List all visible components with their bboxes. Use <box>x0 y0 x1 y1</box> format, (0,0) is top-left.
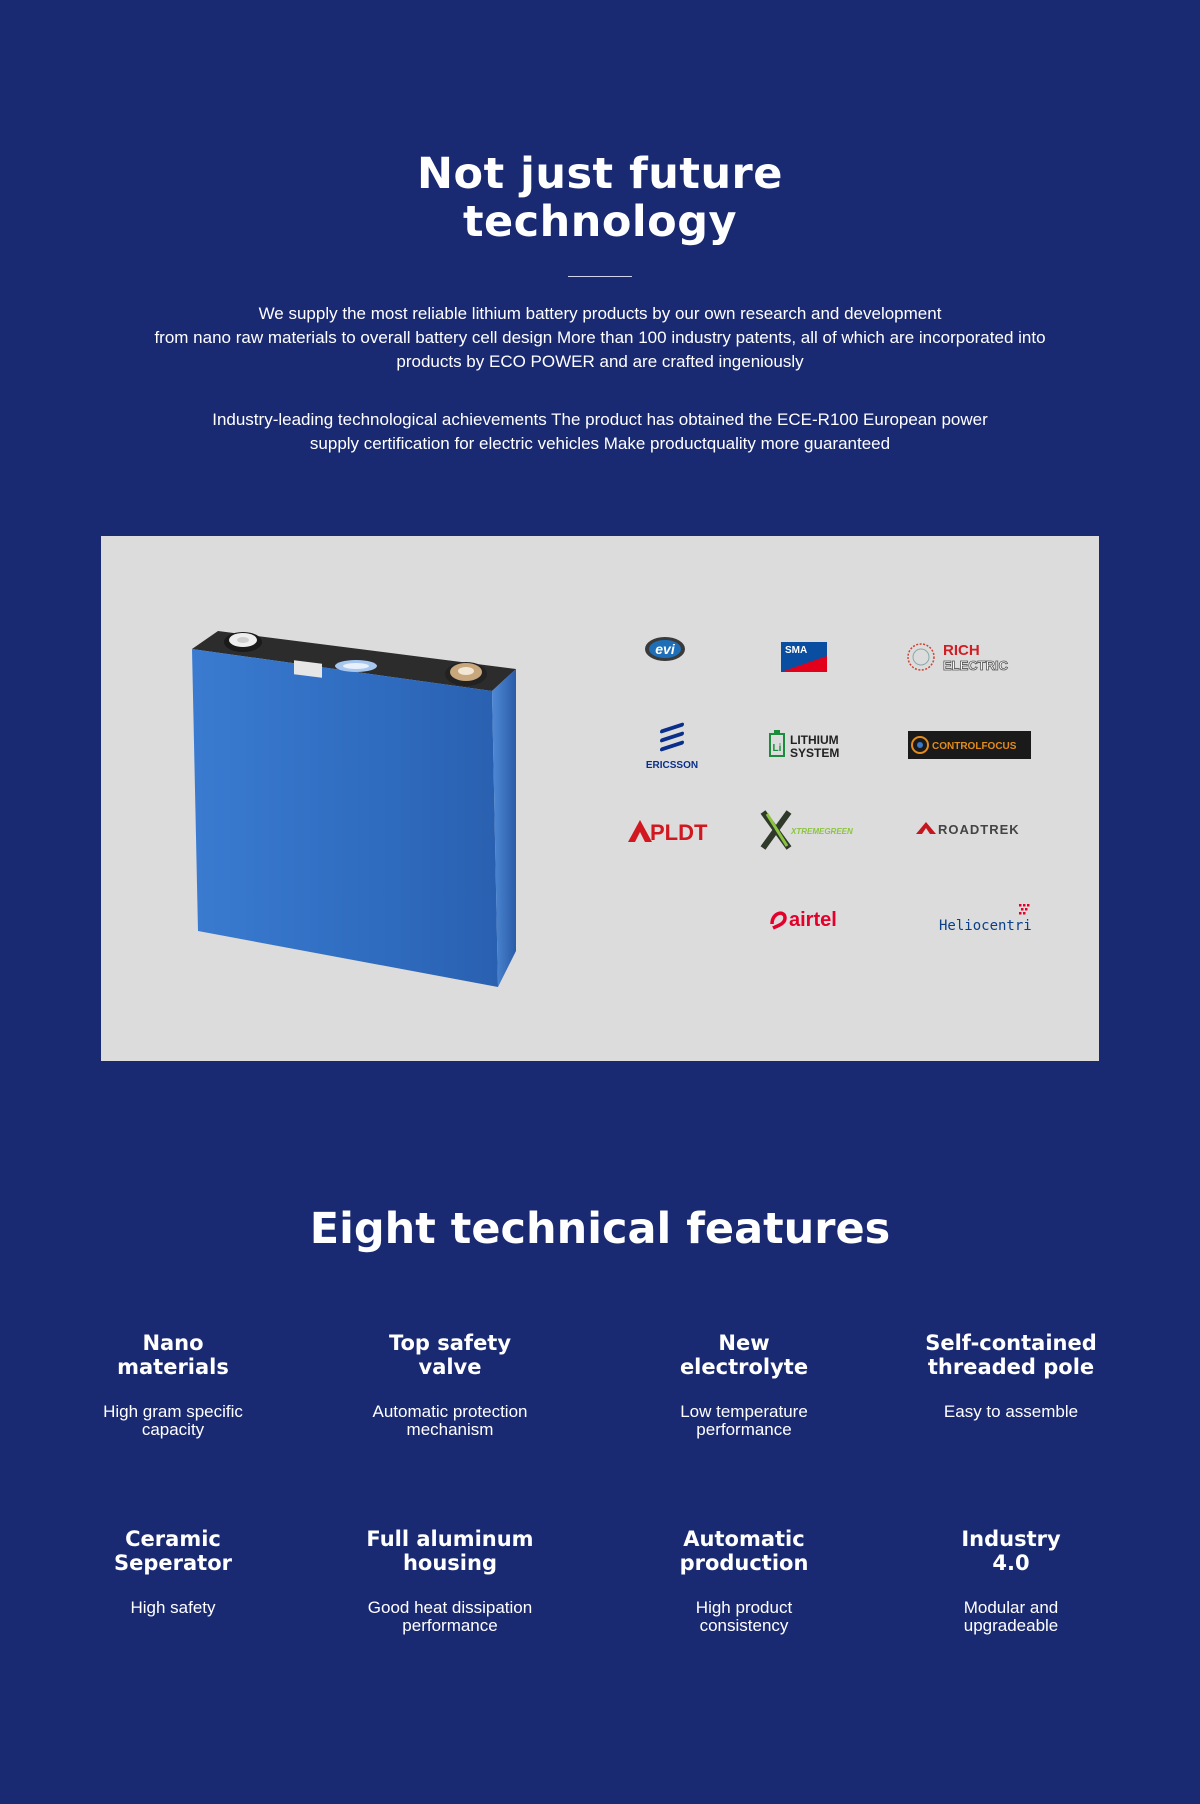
rich-logo-text: RICH <box>943 642 980 659</box>
feature-card <box>614 1527 874 1635</box>
feature-name-line: Full aluminum <box>366 1527 534 1551</box>
airtel-logo-mark <box>769 902 849 934</box>
pldt-logo <box>626 816 716 846</box>
feature-description <box>881 1599 1141 1635</box>
feature-name <box>320 1527 580 1575</box>
xtremegreen-logo-text: XTREMEGREEN <box>791 827 853 836</box>
feature-description-line: performance <box>402 1616 498 1635</box>
roadtrek-logo-text: ROADTREK <box>938 822 1020 837</box>
certification-paragraph <box>100 408 1100 456</box>
feature-description <box>614 1599 874 1635</box>
feature-card <box>43 1527 303 1617</box>
feature-description-line: Low temperature <box>680 1402 808 1421</box>
lithium-system-logo <box>768 728 858 762</box>
intro-paragraph <box>100 302 1100 374</box>
roadtrek-logo-mark <box>914 818 1036 840</box>
heliocentris-logo-mark <box>937 902 1033 936</box>
roadtrek-logo <box>914 818 1036 840</box>
feature-name <box>881 1527 1141 1575</box>
feature-name-line: Automatic <box>683 1527 805 1551</box>
lithium-system-logo-mark <box>768 728 858 762</box>
pldt-logo-text: PLDT <box>650 820 708 845</box>
feature-name-line: materials <box>117 1355 229 1379</box>
feature-name-line: Nano <box>142 1331 204 1355</box>
feature-description-line: Good heat dissipation <box>367 1598 533 1617</box>
intro-line: products by ECO POWER and are crafted ingeniously <box>396 352 804 371</box>
feature-name <box>881 1331 1141 1379</box>
feature-description <box>43 1599 303 1617</box>
feature-description-line: capacity <box>141 1420 205 1439</box>
hero-title-line: technology <box>462 197 738 247</box>
feature-name-line: threaded pole <box>927 1355 1095 1379</box>
control-focus-logo-mark <box>908 731 1031 759</box>
hero-title-line: Not just future <box>417 149 783 199</box>
feature-name-line: housing <box>402 1551 497 1575</box>
lithium-logo-text: LITHIUM <box>790 733 839 747</box>
feature-card <box>881 1331 1141 1421</box>
control-focus-logo-text: CONTROLFOCUS <box>932 741 1017 752</box>
electric-logo-text: ELECTRIC <box>943 658 1008 673</box>
battery-cell-image <box>186 631 526 991</box>
sma-logo <box>781 642 827 672</box>
airtel-logo-text: airtel <box>789 909 837 931</box>
pldt-logo-mark <box>626 816 716 846</box>
evi-logo-text: evi <box>655 641 675 657</box>
feature-description <box>43 1403 303 1439</box>
sma-logo-text: SMA <box>785 645 808 656</box>
svg-text:Li: Li <box>772 743 782 754</box>
feature-card <box>320 1331 580 1439</box>
features-title: Eight technical features <box>309 1204 891 1254</box>
feature-description <box>614 1403 874 1439</box>
heliocentris-logo-text: Heliocentris <box>939 918 1033 934</box>
feature-description-line: High gram specific <box>103 1402 243 1421</box>
feature-description-line: performance <box>696 1420 792 1439</box>
feature-card <box>614 1331 874 1439</box>
feature-name-line: 4.0 <box>992 1551 1030 1575</box>
ericsson-logo <box>639 722 705 772</box>
xtremegreen-logo-mark <box>759 808 875 852</box>
feature-name <box>320 1331 580 1379</box>
feature-card <box>320 1527 580 1635</box>
feature-name <box>43 1527 303 1575</box>
ericsson-logo-text: ERICSSON <box>645 760 699 771</box>
feature-description-line: mechanism <box>406 1420 494 1439</box>
heliocentris-logo <box>937 902 1033 936</box>
feature-name-line: Self-contained <box>925 1331 1097 1355</box>
sma-logo-mark <box>781 642 827 672</box>
system-logo-text: SYSTEM <box>790 746 840 760</box>
product-showcase <box>101 536 1099 1061</box>
rich-electric-logo-mark <box>907 639 1047 675</box>
feature-name <box>614 1527 874 1575</box>
airtel-logo <box>769 902 849 934</box>
hero-divider <box>568 276 632 277</box>
feature-description-line: upgradeable <box>963 1616 1059 1635</box>
feature-description-line: consistency <box>699 1616 789 1635</box>
evi-logo-mark <box>643 634 687 662</box>
hero-title <box>0 150 1200 246</box>
feature-name-line: valve <box>418 1355 482 1379</box>
feature-description <box>881 1403 1141 1421</box>
feature-description-line: High product <box>695 1598 793 1617</box>
feature-name-line: Industry <box>961 1527 1061 1551</box>
feature-name-line: electrolyte <box>679 1355 809 1379</box>
feature-name-line: Top safety <box>388 1331 512 1355</box>
feature-description-line: High safety <box>130 1598 216 1617</box>
feature-card <box>881 1527 1141 1635</box>
feature-name-line: Seperator <box>114 1551 232 1575</box>
feature-name-line: production <box>679 1551 809 1575</box>
feature-card <box>43 1331 303 1439</box>
feature-description-line: Easy to assemble <box>943 1402 1079 1421</box>
feature-name <box>614 1331 874 1379</box>
evi-logo <box>643 634 687 662</box>
certification-line: Industry-leading technological achievements The product has obtained the ECE-R100 European power <box>212 410 988 429</box>
rich-electric-logo <box>907 639 1047 675</box>
certification-line: supply certification for electric vehicles Make productquality more guaranteed <box>309 434 891 453</box>
feature-name-line: Ceramic <box>125 1527 221 1551</box>
feature-description-line: Modular and <box>963 1598 1059 1617</box>
feature-description <box>320 1599 580 1635</box>
feature-description-line: Automatic protection <box>372 1402 528 1421</box>
control-focus-logo <box>908 731 1031 759</box>
intro-line: We supply the most reliable lithium battery products by our own research and development <box>258 304 942 323</box>
xtremegreen-logo <box>759 808 875 852</box>
ericsson-logo-mark <box>639 722 705 772</box>
feature-name <box>43 1331 303 1379</box>
intro-line: from nano raw materials to overall battery cell design More than 100 industry patents, all of which are incorporated into <box>154 328 1046 347</box>
feature-name-line: New <box>718 1331 770 1355</box>
feature-description <box>320 1403 580 1439</box>
